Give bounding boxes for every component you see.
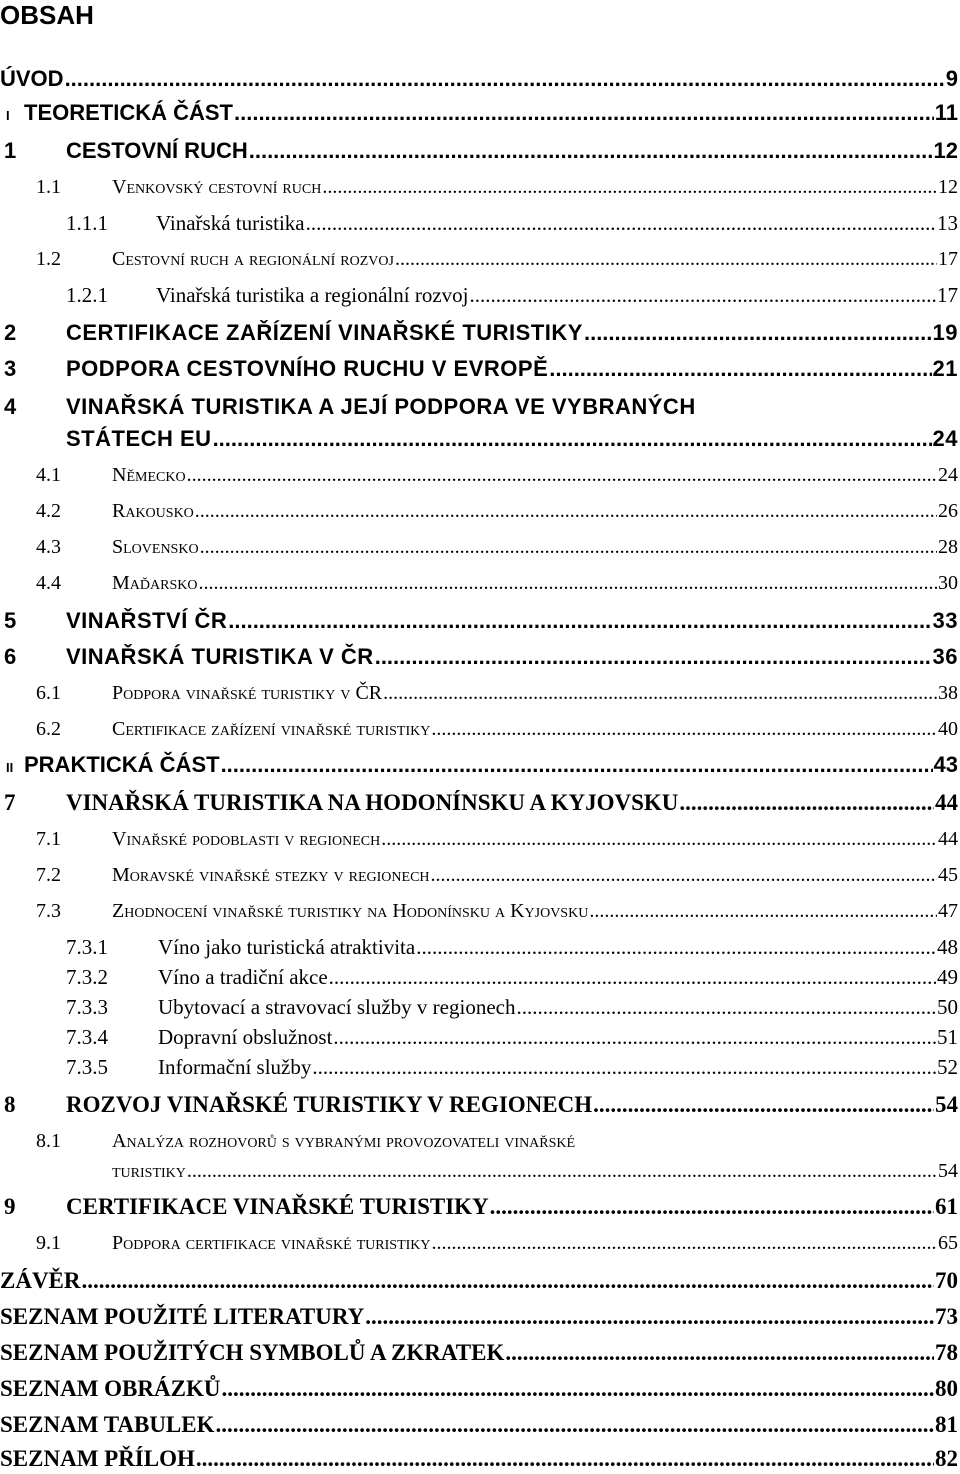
toc-page-number: 81 bbox=[935, 1412, 958, 1437]
toc-entry-number: 4.3 bbox=[36, 536, 61, 558]
toc-entry-number: 7 bbox=[4, 790, 16, 815]
toc-entry-title: Dopravní obslužnost bbox=[158, 1025, 333, 1049]
toc-entry[interactable] bbox=[4, 606, 958, 636]
toc-entry-title: Německo bbox=[112, 464, 186, 486]
toc-page-number: 54 bbox=[935, 1092, 958, 1117]
toc-entry-title: Podpora certifikace vinařské turistiky bbox=[112, 1232, 431, 1254]
toc-entry[interactable] bbox=[4, 354, 958, 384]
toc-page-number: 40 bbox=[938, 718, 958, 740]
toc-entry[interactable] bbox=[0, 1444, 958, 1474]
toc-page-number: 12 bbox=[933, 138, 958, 163]
toc-entry[interactable] bbox=[36, 714, 958, 744]
toc-entry[interactable] bbox=[36, 496, 958, 526]
toc-page-number: 61 bbox=[935, 1194, 958, 1219]
toc-entry-title: Analýza rozhovorů s vybranými provozovateli vinařské bbox=[112, 1130, 576, 1152]
toc-dot-leader bbox=[383, 678, 937, 708]
toc-entry-title: Víno a tradiční akce bbox=[158, 965, 328, 989]
toc-dot-leader bbox=[312, 1052, 936, 1082]
toc-entry-title: Rakousko bbox=[112, 500, 194, 522]
toc-entry-number: 7.3.3 bbox=[66, 995, 108, 1019]
toc-page-number: 21 bbox=[932, 356, 958, 381]
toc-entry-title: Ubytovací a stravovací služby v regionech bbox=[158, 995, 516, 1019]
toc-entry[interactable] bbox=[36, 172, 958, 202]
toc-entry-title: CESTOVNÍ RUCH bbox=[66, 138, 248, 163]
toc-dot-leader bbox=[333, 1022, 936, 1052]
toc-dot-leader bbox=[490, 1192, 934, 1222]
toc-entry[interactable] bbox=[4, 318, 958, 348]
toc-entry-title: PRAKTICKÁ ČÁST bbox=[24, 752, 220, 777]
toc-entry-title: Zhodnocení vinařské turistiky na Hodonínsku a Kyjovsku bbox=[112, 900, 589, 922]
toc-page-number: 9 bbox=[945, 66, 958, 91]
toc-entry[interactable] bbox=[36, 678, 958, 708]
toc-page-number: 78 bbox=[935, 1340, 958, 1365]
toc-entry[interactable] bbox=[66, 992, 958, 1022]
toc-entry-number: 7.3.5 bbox=[66, 1055, 108, 1079]
toc-entry[interactable] bbox=[4, 788, 958, 818]
toc-dot-leader bbox=[306, 208, 936, 238]
toc-entry[interactable] bbox=[0, 1338, 958, 1368]
toc-dot-leader bbox=[187, 460, 937, 490]
toc-dot-leader bbox=[322, 172, 937, 202]
toc-entry-number: 4.4 bbox=[36, 572, 61, 594]
toc-entry-number: 6 bbox=[4, 644, 17, 669]
toc-page-number: 11 bbox=[934, 100, 958, 125]
toc-entry-number: I bbox=[6, 108, 10, 123]
toc-entry-number: 3 bbox=[4, 356, 17, 381]
toc-entry-title: SEZNAM OBRÁZKŮ bbox=[0, 1376, 221, 1401]
toc-dot-leader bbox=[195, 496, 937, 526]
toc-dot-leader bbox=[196, 1444, 934, 1474]
toc-entry[interactable] bbox=[6, 98, 958, 128]
toc-entry[interactable] bbox=[6, 750, 958, 780]
toc-entry-number: 7.1 bbox=[36, 828, 61, 850]
page-title: OBSAH bbox=[0, 0, 94, 30]
toc-entry-number: 8 bbox=[4, 1092, 16, 1117]
toc-entry-title: Cestovní ruch a regionální rozvoj bbox=[112, 248, 394, 270]
toc-entry-title: VINAŘSTVÍ ČR bbox=[66, 608, 228, 633]
toc-entry-line[interactable] bbox=[4, 392, 958, 422]
toc-entry-title: Slovensko bbox=[112, 536, 199, 558]
toc-entry-number: 4.1 bbox=[36, 464, 61, 486]
toc-page-number: 13 bbox=[937, 211, 958, 235]
toc-entry-title: Vinařské podoblasti v regionech bbox=[112, 828, 381, 850]
toc-entry[interactable] bbox=[66, 1052, 958, 1082]
toc-page-number: 73 bbox=[935, 1304, 958, 1329]
toc-entry[interactable] bbox=[4, 1090, 958, 1120]
toc-entry[interactable] bbox=[66, 424, 958, 454]
toc-entry-title: SEZNAM PŘÍLOH bbox=[0, 1446, 195, 1471]
toc-dot-leader bbox=[375, 642, 932, 672]
toc-entry-title: Certifikace zařízení vinařské turistiky bbox=[112, 718, 431, 740]
toc-page-number: 36 bbox=[932, 644, 958, 669]
toc-dot-leader bbox=[416, 932, 936, 962]
toc-entry[interactable] bbox=[66, 280, 958, 310]
toc-entry[interactable] bbox=[66, 932, 958, 962]
toc-entry-number: 7.3.4 bbox=[66, 1025, 108, 1049]
toc-entry[interactable] bbox=[36, 532, 958, 562]
toc-entry[interactable] bbox=[112, 1156, 958, 1186]
toc-entry-title: Vinařská turistika a regionální rozvoj bbox=[156, 283, 469, 307]
toc-entry-title: Podpora vinařské turistiky v ČR bbox=[112, 682, 383, 704]
toc-entry[interactable] bbox=[36, 896, 958, 926]
toc-dot-leader bbox=[395, 244, 937, 274]
toc-dot-leader bbox=[431, 860, 937, 890]
toc-entry-title-continued: STÁTECH EU bbox=[66, 426, 212, 451]
toc-page-number: 65 bbox=[938, 1232, 958, 1254]
toc-entry-number: 5 bbox=[4, 608, 17, 633]
toc-entry-title: TEORETICKÁ ČÁST bbox=[24, 100, 233, 125]
toc-entry-title-continued: turistiky bbox=[112, 1160, 186, 1182]
toc-entry-title: Víno jako turistická atraktivita bbox=[158, 935, 416, 959]
toc-page-number: 54 bbox=[938, 1160, 958, 1182]
toc-dot-leader bbox=[365, 1302, 934, 1332]
toc-entry[interactable] bbox=[66, 962, 958, 992]
toc-entry-number: 1.2.1 bbox=[66, 283, 108, 307]
toc-dot-leader bbox=[216, 1410, 934, 1440]
toc-entry-number: II bbox=[6, 760, 14, 775]
toc-entry-title: CERTIFIKACE VINAŘSKÉ TURISTIKY bbox=[66, 1194, 489, 1219]
toc-entry[interactable] bbox=[0, 1266, 958, 1296]
toc-entry-title: ZÁVĚR bbox=[0, 1268, 81, 1293]
toc-dot-leader bbox=[187, 1156, 937, 1186]
toc-entry[interactable] bbox=[0, 1410, 958, 1440]
toc-page-number: 43 bbox=[933, 752, 958, 777]
toc-entry-title: SEZNAM POUŽITÝCH SYMBOLŮ A ZKRATEK bbox=[0, 1340, 505, 1365]
toc-entry[interactable] bbox=[4, 1192, 958, 1222]
toc-page-number: 33 bbox=[932, 608, 958, 633]
toc-page-number: 82 bbox=[935, 1446, 958, 1471]
toc-entry-number: 7.3.1 bbox=[66, 935, 108, 959]
toc-entry-number: 9 bbox=[4, 1194, 16, 1219]
toc-dot-leader bbox=[505, 1338, 934, 1368]
toc-dot-leader bbox=[329, 962, 936, 992]
toc-entry[interactable] bbox=[4, 642, 958, 672]
toc-entry-line[interactable] bbox=[36, 1126, 958, 1156]
toc-entry-number: 6.1 bbox=[36, 682, 61, 704]
toc-entry-number: 7.2 bbox=[36, 864, 61, 886]
toc-page-number: 24 bbox=[932, 426, 958, 451]
toc-dot-leader bbox=[65, 64, 945, 94]
toc-entry-number: 4 bbox=[4, 394, 17, 419]
toc-entry[interactable] bbox=[36, 860, 958, 890]
toc-entry-number: 4.2 bbox=[36, 500, 61, 522]
toc-entry[interactable] bbox=[0, 1374, 958, 1404]
toc-entry[interactable] bbox=[36, 824, 958, 854]
toc-page-number: 19 bbox=[932, 320, 958, 345]
toc-page-number: 28 bbox=[938, 536, 958, 558]
toc-entry-number: 1 bbox=[4, 138, 17, 163]
toc-entry[interactable] bbox=[36, 460, 958, 490]
toc-page-number: 12 bbox=[938, 176, 958, 198]
toc-page-number: 50 bbox=[937, 995, 958, 1019]
toc-entry-number: 2 bbox=[4, 320, 17, 345]
toc-entry-title: ROZVOJ VINAŘSKÉ TURISTIKY V REGIONECH bbox=[66, 1092, 593, 1117]
toc-entry-title: Vinařská turistika bbox=[156, 211, 305, 235]
toc-dot-leader bbox=[221, 1374, 934, 1404]
toc-entry-title: VINAŘSKÁ TURISTIKA NA HODONÍNSKU A KYJOVSKU bbox=[66, 790, 679, 815]
toc-dot-leader bbox=[679, 788, 934, 818]
toc-entry-number: 8.1 bbox=[36, 1130, 61, 1152]
toc-page-number: 44 bbox=[935, 790, 958, 815]
toc-dot-leader bbox=[221, 750, 933, 780]
toc-dot-leader bbox=[381, 824, 937, 854]
toc-entry[interactable] bbox=[0, 1302, 958, 1332]
toc-entry-title: SEZNAM TABULEK bbox=[0, 1412, 215, 1437]
toc-entry-number: 7.3.2 bbox=[66, 965, 108, 989]
toc-page-number: 17 bbox=[937, 283, 958, 307]
toc-entry-number: 1.1.1 bbox=[66, 211, 108, 235]
toc-dot-leader bbox=[234, 98, 934, 128]
toc-entry-title: Moravské vinařské stezky v regionech bbox=[112, 864, 430, 886]
toc-entry[interactable] bbox=[4, 136, 958, 166]
toc-entry[interactable] bbox=[66, 1022, 958, 1052]
toc-dot-leader bbox=[213, 424, 932, 454]
toc-dot-leader bbox=[431, 714, 937, 744]
toc-entry-title: PODPORA CESTOVNÍHO RUCHU V EVROPĚ bbox=[66, 356, 549, 381]
toc-dot-leader bbox=[593, 1090, 934, 1120]
toc-entry-title: Venkovský cestovní ruch bbox=[112, 176, 322, 198]
toc-entry[interactable] bbox=[0, 64, 958, 94]
toc-page-number: 44 bbox=[938, 828, 958, 850]
toc-entry[interactable] bbox=[66, 208, 958, 238]
toc-page-number: 38 bbox=[938, 682, 958, 704]
toc-page-number: 30 bbox=[938, 572, 958, 594]
toc-entry-title: Maďarsko bbox=[112, 572, 198, 594]
toc-entry-title: Informační služby bbox=[158, 1055, 312, 1079]
toc-page-number: 26 bbox=[938, 500, 958, 522]
toc-entry-number: 9.1 bbox=[36, 1232, 61, 1254]
toc-entry-number: 1.2 bbox=[36, 248, 61, 270]
toc-entry-number: 1.1 bbox=[36, 176, 61, 198]
toc-dot-leader bbox=[228, 606, 931, 636]
toc-page-number: 17 bbox=[938, 248, 958, 270]
toc-dot-leader bbox=[198, 568, 937, 598]
toc-entry-title: VINAŘSKÁ TURISTIKA V ČR bbox=[66, 644, 374, 669]
toc-dot-leader bbox=[516, 992, 936, 1022]
toc-page-number: 45 bbox=[938, 864, 958, 886]
toc-entry[interactable] bbox=[36, 568, 958, 598]
toc-dot-leader bbox=[82, 1266, 934, 1296]
toc-entry-number: 6.2 bbox=[36, 718, 61, 740]
toc-entry-number: 7.3 bbox=[36, 900, 61, 922]
toc-dot-leader bbox=[584, 318, 932, 348]
toc-entry-title: CERTIFIKACE ZAŘÍZENÍ VINAŘSKÉ TURISTIKY bbox=[66, 320, 583, 345]
toc-page-number: 52 bbox=[937, 1055, 958, 1079]
toc-page-number: 24 bbox=[938, 464, 958, 486]
toc-dot-leader bbox=[200, 532, 937, 562]
toc-page-number: 70 bbox=[935, 1268, 958, 1293]
toc-page-number: 48 bbox=[937, 935, 958, 959]
toc-page-number: 47 bbox=[938, 900, 958, 922]
toc-dot-leader bbox=[432, 1228, 937, 1258]
toc-dot-leader bbox=[549, 354, 931, 384]
toc-page-number: 49 bbox=[937, 965, 958, 989]
toc-page-number: 51 bbox=[937, 1025, 958, 1049]
toc-dot-leader bbox=[249, 136, 933, 166]
toc-entry[interactable] bbox=[36, 244, 958, 274]
toc-dot-leader bbox=[469, 280, 936, 310]
toc-dot-leader bbox=[589, 896, 937, 926]
toc-entry-title: VINAŘSKÁ TURISTIKA A JEJÍ PODPORA VE VYBRANÝCH bbox=[66, 394, 696, 419]
toc-entry[interactable] bbox=[36, 1228, 958, 1258]
toc-page-number: 80 bbox=[935, 1376, 958, 1401]
toc-entry-title: SEZNAM POUŽITÉ LITERATURY bbox=[0, 1304, 365, 1329]
toc-entry-title: ÚVOD bbox=[0, 66, 64, 91]
